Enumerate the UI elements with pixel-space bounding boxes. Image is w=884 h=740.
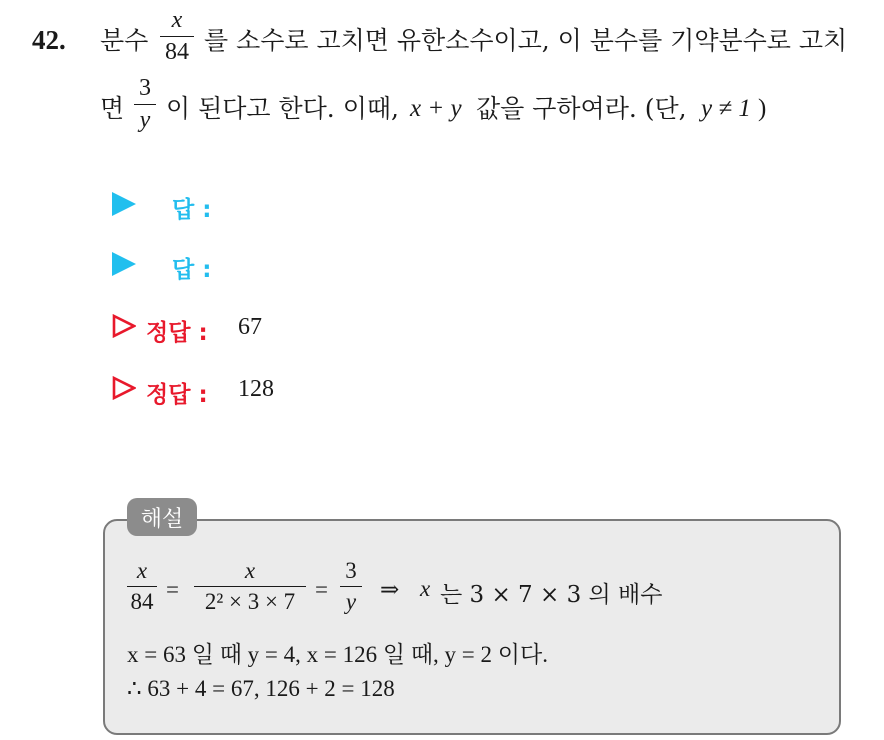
- answer-label-2: 답 :: [172, 257, 212, 283]
- solution-var-x: x: [420, 576, 431, 601]
- condition-y-not-1: y ≠ 1: [701, 95, 751, 122]
- fraction-bar: [340, 586, 362, 587]
- fraction-denominator: y: [345, 589, 357, 614]
- fraction-bar: [194, 586, 306, 587]
- problem-text-1b: 를 소수로 고치면 유한소수이고, 이 분수를 기약분수로 고치: [204, 26, 848, 55]
- problem-text-2-end: ): [758, 95, 767, 122]
- fraction-numerator: x: [136, 558, 148, 583]
- fraction-numerator: x: [244, 558, 256, 583]
- solution-line-3: ∴ 63 + 4 = 67, 126 + 2 = 128: [127, 676, 395, 701]
- fraction-denominator: 84: [130, 589, 154, 614]
- play-filled-icon: [112, 252, 136, 276]
- fraction-x-over-84: [160, 8, 194, 64]
- solution-box: [103, 519, 841, 735]
- expression-x-plus-y: x + y: [410, 95, 462, 122]
- correct-answer-value-2: 128: [238, 376, 274, 402]
- fraction-denominator: y: [139, 107, 151, 133]
- fraction-denominator: 84: [165, 39, 189, 65]
- equals-sign: =: [315, 577, 328, 602]
- solution-fraction-x-over-factorized: [194, 559, 306, 613]
- fraction-numerator: 3: [139, 75, 151, 101]
- fraction-denominator: 2² × 3 × 7: [204, 589, 296, 614]
- problem-text-2a: 면: [100, 94, 125, 123]
- play-filled-icon: [112, 192, 136, 216]
- solution-tag: 해설: [127, 498, 197, 536]
- correct-answer-value-1: 67: [238, 314, 262, 340]
- answer-label-1: 답 :: [172, 197, 212, 223]
- fraction-bar: [134, 104, 156, 105]
- equals-sign: =: [166, 577, 179, 602]
- fraction-bar: [127, 586, 157, 587]
- solution-fraction-x-over-84: [127, 559, 157, 613]
- implies-arrow: ⇒: [380, 577, 400, 602]
- correct-answer-label-2: 정답 :: [146, 382, 208, 408]
- fraction-numerator: x: [171, 7, 183, 33]
- fraction-numerator: 3: [345, 558, 357, 583]
- solution-line-2: x = 63 일 때 y = 4, x = 126 일 때, y = 2 이다.: [127, 642, 548, 667]
- problem-text-2b: 이 된다고 한다. 이때,: [166, 94, 399, 123]
- play-outline-icon: [112, 376, 136, 400]
- fraction-3-over-y: [134, 76, 156, 132]
- question-number: 42.: [32, 25, 66, 55]
- solution-fraction-3-over-y: [340, 559, 362, 613]
- problem-text-2c: 값을 구하여라. (단,: [476, 94, 687, 123]
- fraction-bar: [160, 36, 194, 37]
- play-outline-icon: [112, 314, 136, 338]
- problem-text-1a: 분수: [100, 26, 149, 55]
- correct-answer-label-1: 정답 :: [146, 320, 208, 346]
- solution-line-1-tail: 는 3 × 7 × 3 의 배수: [440, 582, 663, 608]
